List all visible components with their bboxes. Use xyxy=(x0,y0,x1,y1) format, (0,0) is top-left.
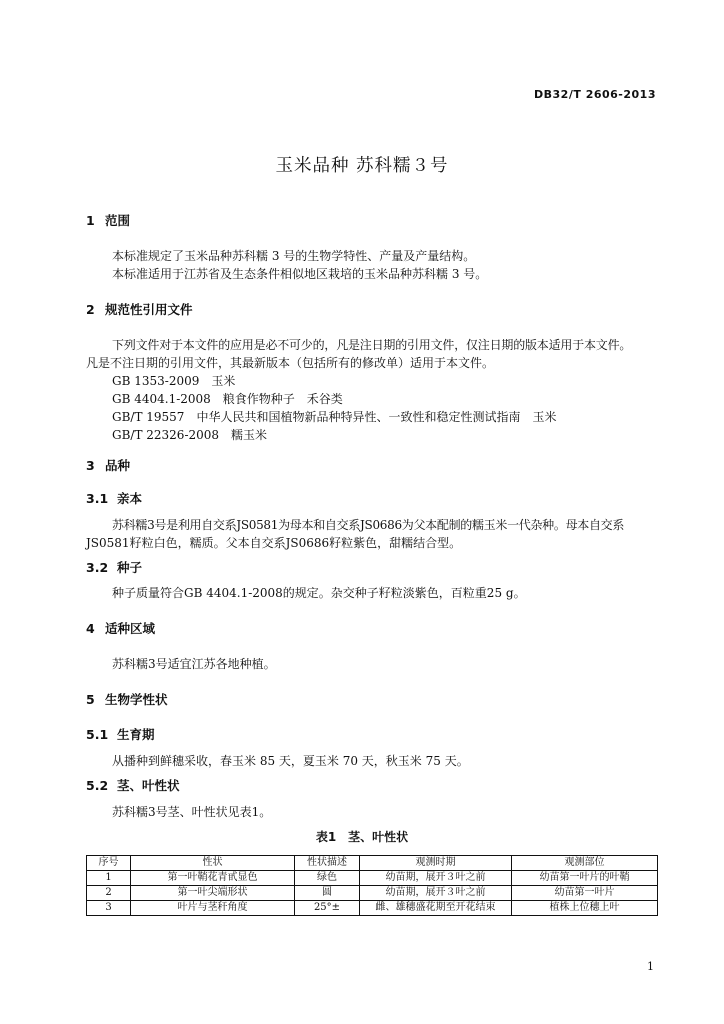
section-3-2-paragraph: 种子质量符合GB 4404.1-2008的规定。杂交种子籽粒淡紫色，百粒重25 g。 xyxy=(112,586,526,600)
section-2-paragraph-line-2: 凡是不注日期的引用文件，其最新版本（包括所有的修改单）适用于本文件。 xyxy=(86,356,495,370)
table-cell: 第一叶鞘花青甙显色 xyxy=(131,871,295,886)
section-5-2-heading xyxy=(86,776,180,794)
section-title: 茎、叶性状 xyxy=(117,778,180,793)
table-cell: 第一叶尖端形状 xyxy=(131,886,295,901)
document-title: 玉米品种 苏科糯３号 xyxy=(275,156,449,176)
section-3-1-paragraph-line-2: JS0581籽粒白色，糯质。父本自交系JS0686籽粒紫色，甜糯结合型。 xyxy=(86,536,462,550)
table-cell: 绿色 xyxy=(295,871,360,886)
section-4-heading xyxy=(86,619,155,637)
column-header: 性状描述 xyxy=(295,856,360,871)
reference-item: GB 1353-2009 玉米 xyxy=(112,374,236,388)
section-5-1-heading xyxy=(86,725,155,743)
traits-table xyxy=(86,855,658,916)
table-row xyxy=(87,901,658,916)
section-2-heading xyxy=(86,300,193,318)
section-number: 2 xyxy=(86,302,95,317)
section-1-paragraph-1: 本标准规定了玉米品种苏科糯 3 号的生物学特性、产量及产量结构。 xyxy=(112,249,476,263)
section-title: 亲本 xyxy=(117,491,143,506)
column-header: 观测部位 xyxy=(512,856,658,871)
section-3-1-heading xyxy=(86,489,142,507)
table-cell: 25°± xyxy=(295,901,360,916)
section-title: 品种 xyxy=(105,458,131,473)
section-number: 5 xyxy=(86,692,95,707)
section-number: 3.2 xyxy=(86,560,109,575)
table-cell: 幼苗期，展开３叶之前 xyxy=(360,886,512,901)
section-3-1-paragraph-line-1: 苏科糯3号是利用自交系JS0581为母本和自交系JS0686为父本配制的糯玉米一代杂种。母本自交系 xyxy=(112,518,625,532)
section-4-paragraph: 苏科糯3号适宜江苏各地种植。 xyxy=(112,657,276,671)
section-number: 1 xyxy=(86,213,95,228)
section-title: 生物学性状 xyxy=(105,692,168,707)
page-number: 1 xyxy=(647,960,654,973)
table-cell: 幼苗第一叶片 xyxy=(512,886,658,901)
section-1-heading xyxy=(86,211,130,229)
reference-item: GB 4404.1-2008 粮食作物种子 禾谷类 xyxy=(112,392,343,406)
section-title: 规范性引用文件 xyxy=(105,302,193,317)
table-row xyxy=(87,886,658,901)
table-cell: 3 xyxy=(87,901,131,916)
column-header: 观测时期 xyxy=(360,856,512,871)
table-caption: 表1 茎、叶性状 xyxy=(315,830,409,844)
section-5-heading xyxy=(86,690,168,708)
section-3-2-heading xyxy=(86,558,142,576)
section-title: 种子 xyxy=(117,560,143,575)
section-title: 生育期 xyxy=(117,727,155,742)
table-header-row xyxy=(87,856,658,871)
table-cell: 植株上位穗上叶 xyxy=(512,901,658,916)
reference-item: GB/T 19557 中华人民共和国植物新品种特异性、一致性和稳定性测试指南 玉米 xyxy=(112,410,557,424)
section-title: 范围 xyxy=(105,213,131,228)
table-cell: 1 xyxy=(87,871,131,886)
section-2-paragraph-line-1: 下列文件对于本文件的应用是必不可少的，凡是注日期的引用文件，仅注日期的版本适用于本文件。 xyxy=(112,338,632,352)
section-3-heading xyxy=(86,456,130,474)
section-number: 4 xyxy=(86,621,95,636)
section-5-1-paragraph: 从播种到鲜穗采收，春玉米 85 天，夏玉米 70 天，秋玉米 75 天。 xyxy=(112,754,469,768)
reference-item: GB/T 22326-2008 糯玉米 xyxy=(112,428,268,442)
table-row xyxy=(87,871,658,886)
table-cell: 圆 xyxy=(295,886,360,901)
section-number: 3.1 xyxy=(86,491,109,506)
standard-code: DB32/T 2606-2013 xyxy=(534,88,656,101)
section-number: 5.1 xyxy=(86,727,109,742)
section-number: 5.2 xyxy=(86,778,109,793)
table-cell: 幼苗第一叶片的叶鞘 xyxy=(512,871,658,886)
table-cell: 雌、雄穗盛花期至开花结束 xyxy=(360,901,512,916)
table-cell: 幼苗期，展开３叶之前 xyxy=(360,871,512,886)
column-header: 性状 xyxy=(131,856,295,871)
section-number: 3 xyxy=(86,458,95,473)
section-1-paragraph-2: 本标准适用于江苏省及生态条件相似地区栽培的玉米品种苏科糯 3 号。 xyxy=(112,267,488,281)
section-title: 适种区域 xyxy=(105,621,156,636)
table-cell: 2 xyxy=(87,886,131,901)
table-cell: 叶片与茎秆角度 xyxy=(131,901,295,916)
column-header: 序号 xyxy=(87,856,131,871)
section-5-2-paragraph: 苏科糯3号茎、叶性状见表1。 xyxy=(112,805,272,819)
